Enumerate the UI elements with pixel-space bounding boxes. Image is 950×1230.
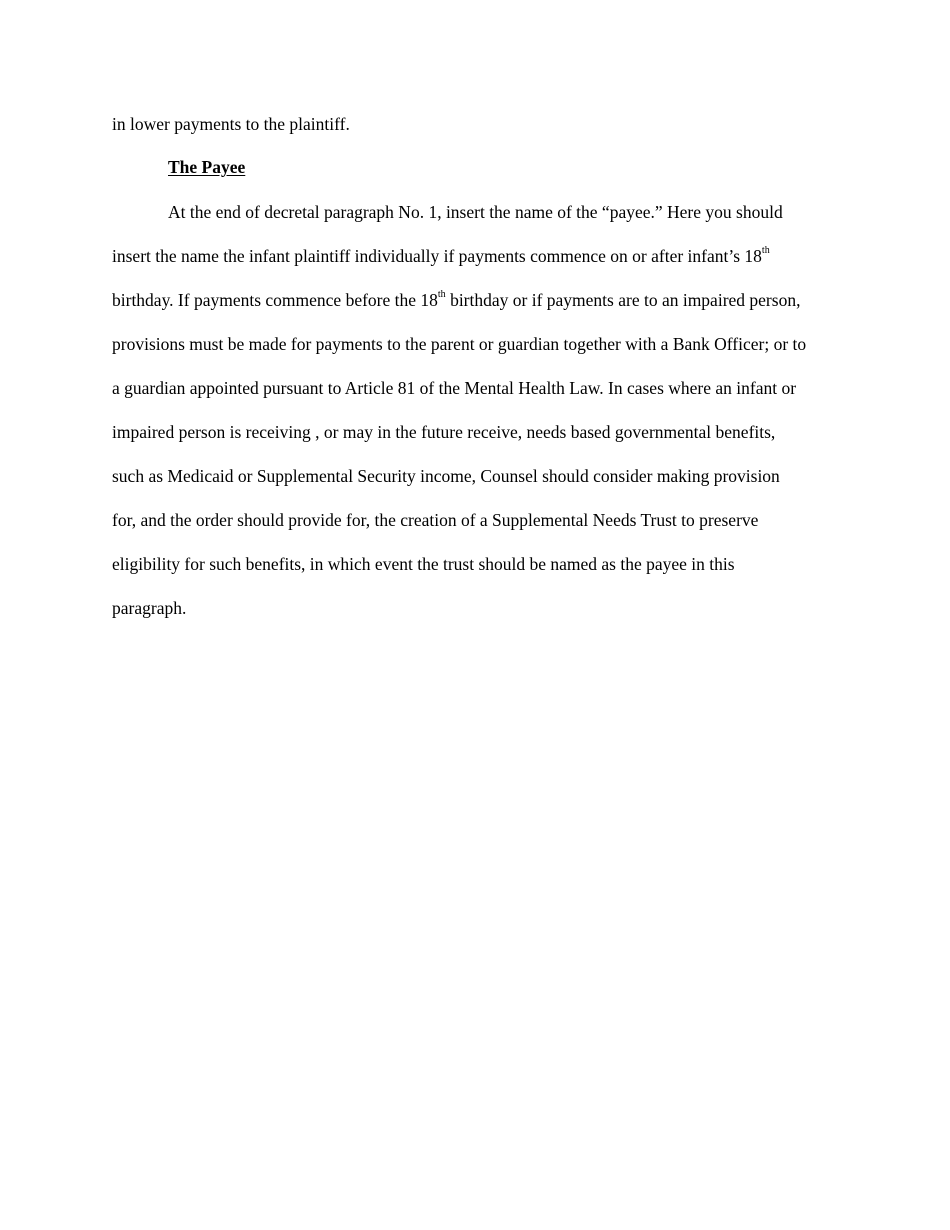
heading-text: The Payee bbox=[168, 157, 246, 177]
paragraph-line-9: eligibility for such benefits, in which event the trust should be named as the payee in this bbox=[112, 554, 735, 574]
heading-tab-underline bbox=[112, 157, 168, 177]
paragraph-line-2: insert the name the infant plaintiff individually if payments commence on or after infant’s 18th bbox=[112, 245, 770, 266]
paragraph-line-7: such as Medicaid or Supplemental Security income, Counsel should consider making provision bbox=[112, 466, 780, 486]
paragraph-line-10: paragraph. bbox=[112, 598, 187, 618]
paragraph-line-8: for, and the order should provide for, the creation of a Supplemental Needs Trust to preserve bbox=[112, 510, 759, 530]
paragraph-line-5: a guardian appointed pursuant to Article 81 of the Mental Health Law. In cases where an infant or bbox=[112, 378, 797, 398]
paragraph-line-1: At the end of decretal paragraph No. 1, insert the name of the “payee.” Here you should bbox=[168, 202, 783, 222]
paragraph-line-6: impaired person is receiving , or may in the future receive, needs based governmental benefits, bbox=[112, 422, 776, 442]
continuation-text: in lower payments to the plaintiff. bbox=[112, 114, 350, 134]
ordinal-superscript: th bbox=[761, 245, 770, 257]
paragraph-line-3: birthday. If payments commence before the 18th birthday or if payments are to an impaired person, bbox=[112, 289, 801, 310]
paragraph-line-4: provisions must be made for payments to the parent or guardian together with a Bank Officer; or to bbox=[112, 334, 807, 354]
ordinal-superscript: th bbox=[437, 289, 446, 301]
section-heading bbox=[112, 157, 245, 177]
